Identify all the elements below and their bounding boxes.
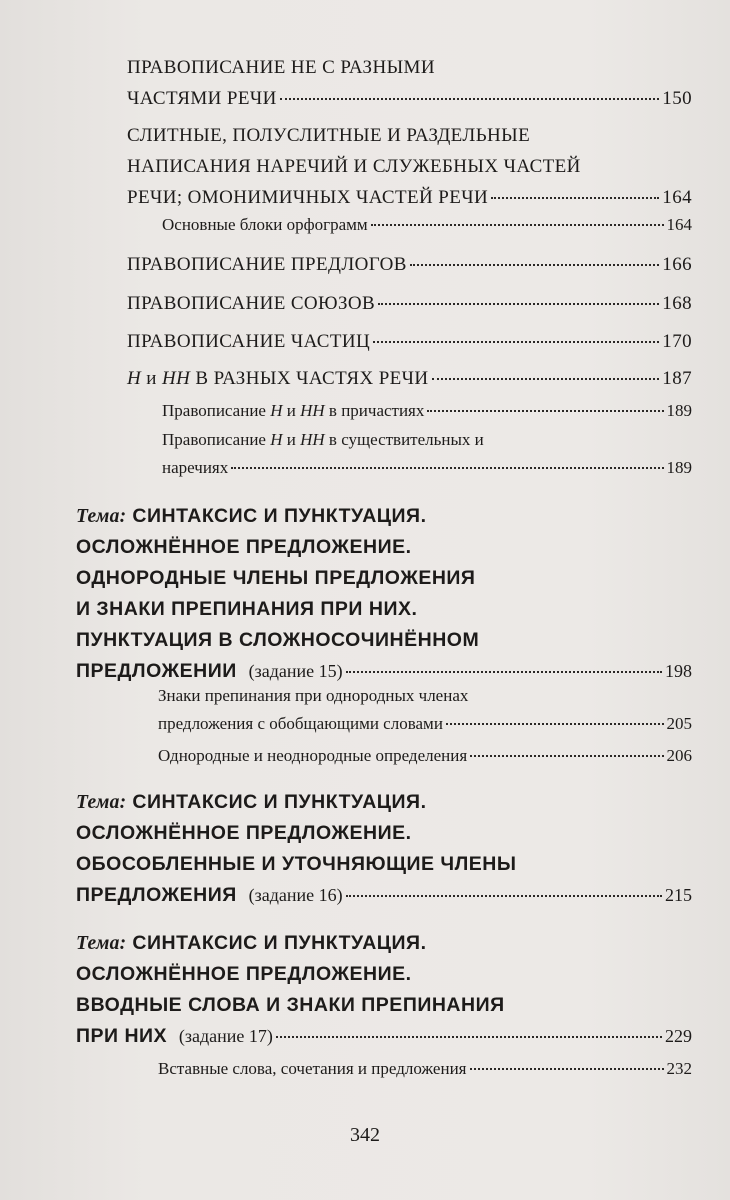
toc-entry-title: предложения с обобщающими словами: [158, 714, 443, 733]
page-ref: 166: [662, 254, 692, 275]
topic-line: Тема: СИНТАКСИС И ПУНКТУАЦИЯ.: [76, 791, 427, 813]
toc-entry-line: [162, 397, 692, 425]
page-ref: 189: [666, 401, 692, 420]
toc-entry-title: Знаки препинания при однородных членах: [158, 686, 469, 705]
toc-entry-line: [158, 710, 692, 738]
topic-line: И ЗНАКИ ПРЕПИНАНИЯ ПРИ НИХ.: [76, 598, 418, 620]
toc-entry: [127, 326, 692, 357]
page-ref: 170: [662, 331, 692, 352]
dot-leader: [346, 671, 662, 673]
dot-leader: [427, 410, 663, 412]
toc-entry: [127, 52, 692, 114]
dot-leader: [280, 98, 660, 100]
toc-entry-line: [76, 880, 692, 911]
page-ref: 164: [666, 215, 692, 234]
topic-heading: [76, 928, 692, 1052]
topic-line: Тема: СИНТАКСИС И ПУНКТУАЦИЯ.: [76, 932, 427, 954]
page-number: 342: [350, 1124, 380, 1146]
dot-leader: [432, 378, 660, 380]
dot-leader: [410, 264, 659, 266]
toc-entry-line: [158, 742, 692, 770]
toc-entry-title: Основные блоки орфограмм: [162, 215, 368, 234]
topic-line: Тема: СИНТАКСИС И ПУНКТУАЦИЯ.: [76, 505, 427, 527]
page-ref: 206: [666, 746, 692, 765]
toc-subentry: [162, 426, 692, 482]
dot-leader: [446, 723, 664, 725]
toc-entry-title: СЛИТНЫЕ, ПОЛУСЛИТНЫЕ И РАЗДЕЛЬНЫЕ: [127, 125, 531, 146]
task-number: (задание 17): [178, 1026, 273, 1046]
page-ref: 229: [665, 1026, 692, 1046]
task-number: (задание 15): [248, 661, 343, 681]
toc-entry-title: ПРАВОПИСАНИЕ ПРЕДЛОГОВ: [127, 254, 407, 275]
toc-entry-line: [127, 363, 692, 394]
toc-subentry: [158, 742, 692, 770]
dot-leader: [231, 467, 663, 469]
toc-entry-title: ЧАСТЯМИ РЕЧИ: [127, 88, 277, 109]
toc-entry: [127, 288, 692, 319]
toc-entry-title: Н и НН В РАЗНЫХ ЧАСТЯХ РЕЧИ: [127, 368, 429, 389]
task-number: (задание 16): [248, 885, 343, 905]
page-ref: 198: [665, 661, 692, 681]
toc-entry: [127, 120, 692, 213]
page-ref: 215: [665, 885, 692, 905]
page-ref: 189: [666, 458, 692, 477]
topic-line: ПРЕДЛОЖЕНИИ: [76, 660, 237, 682]
toc-entry-line: [127, 288, 692, 319]
dot-leader: [276, 1036, 662, 1038]
topic-line: ПУНКТУАЦИЯ В СЛОЖНОСОЧИНЁННОМ: [76, 629, 480, 651]
toc-subentry: [162, 211, 692, 239]
page-ref: 150: [662, 88, 692, 109]
toc-entry-title: наречиях: [162, 458, 229, 477]
toc-subentry: [158, 1055, 692, 1083]
topic-heading: [76, 501, 692, 687]
dot-leader: [373, 341, 659, 343]
toc-entry-line: [127, 83, 692, 114]
page-ref: 168: [662, 293, 692, 314]
toc-entry-title: ПРАВОПИСАНИЕ СОЮЗОВ: [127, 293, 376, 314]
dot-leader: [346, 895, 662, 897]
topic-heading: [76, 787, 692, 911]
topic-line: ВВОДНЫЕ СЛОВА И ЗНАКИ ПРЕПИНАНИЯ: [76, 994, 505, 1016]
topic-line: ОСЛОЖНЁННОЕ ПРЕДЛОЖЕНИЕ.: [76, 822, 412, 844]
topic-line: ПРЕДЛОЖЕНИЯ: [76, 884, 237, 906]
toc-entry-title: Правописание Н и НН в существительных и: [162, 430, 484, 449]
topic-line: ОСЛОЖНЁННОЕ ПРЕДЛОЖЕНИЕ.: [76, 963, 412, 985]
topic-line: ОСЛОЖНЁННОЕ ПРЕДЛОЖЕНИЕ.: [76, 536, 412, 558]
dot-leader: [371, 224, 664, 226]
toc-entry-line: [127, 182, 692, 213]
toc-subentry: [162, 397, 692, 425]
toc-entry-title: ПРАВОПИСАНИЕ ЧАСТИЦ: [127, 331, 371, 352]
page-ref: 232: [666, 1059, 692, 1078]
page-ref: 205: [666, 714, 692, 733]
toc-entry: [127, 363, 692, 394]
topic-line: ПРИ НИХ: [76, 1025, 168, 1047]
dot-leader: [378, 303, 659, 305]
toc-entry-line: [76, 1021, 692, 1052]
dot-leader: [470, 1068, 664, 1070]
toc-entry-title: НАПИСАНИЯ НАРЕЧИЙ И СЛУЖЕБНЫХ ЧАСТЕЙ: [127, 156, 581, 177]
dot-leader: [470, 755, 663, 757]
page-ref: 164: [662, 187, 692, 208]
toc-entry-line: [162, 211, 692, 239]
toc-entry: [127, 249, 692, 280]
toc-entry-line: [127, 249, 692, 280]
toc-entry-title: ПРАВОПИСАНИЕ НЕ С РАЗНЫМИ: [127, 57, 435, 78]
toc-entry-line: [158, 1055, 692, 1083]
topic-line: ОДНОРОДНЫЕ ЧЛЕНЫ ПРЕДЛОЖЕНИЯ: [76, 567, 476, 589]
dot-leader: [491, 197, 659, 199]
toc-entry-line: [162, 454, 692, 482]
toc-entry-title: Правописание Н и НН в причастиях: [162, 401, 425, 420]
toc-entry-title: Вставные слова, сочетания и предложения: [158, 1059, 467, 1078]
toc-entry-line: [127, 326, 692, 357]
toc-entry-title: Однородные и неоднородные определения: [158, 746, 468, 765]
toc-entry-title: РЕЧИ; ОМОНИМИЧНЫХ ЧАСТЕЙ РЕЧИ: [127, 187, 489, 208]
toc-subentry: [158, 682, 692, 738]
page-ref: 187: [662, 368, 692, 389]
topic-line: ОБОСОБЛЕННЫЕ И УТОЧНЯЮЩИЕ ЧЛЕНЫ: [76, 853, 517, 875]
